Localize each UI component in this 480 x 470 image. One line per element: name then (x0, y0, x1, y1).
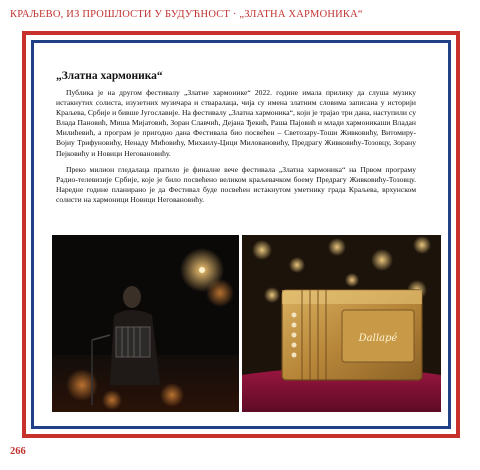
photo-golden-accordion (242, 235, 441, 412)
stage-photo-illustration (52, 235, 239, 412)
article-title: „Златна хармоника“ (56, 70, 163, 82)
article-paragraph-1: Публика је на другом фестивалу „Златне хармонике“ 2022. године имала прилику да слуша музику истакнутих солиста, изузетних музичара и стваралаца, чија су имена златним словима записана у историји Краљева, Србије и бивше Југославије. На фестивалу „Златна хармоника“, који је трајао три дана, наступили су Влада Пановић, Миша Мијатовић, Зоран Славчић, Дејана Ђекић, Раша Пајовић и млади хармоникаши Владан Милићевић, а програм је пригодно дана Фестивала био посвећен – Светозару-Тоши Живковићу, Витомиру-Војиу Трифуновићу, Ненаду Мићовићу, Михаилу-Цици Миловановићу, Предрагу Живковићу-Тозовцу, Зорану Пејковићу и Новици Неговановићу. (56, 88, 416, 158)
golden-accordion-illustration (242, 235, 441, 412)
article-paragraph-2: Преко милион гледалаца пратило је финалне вече фестивала „Златна хармоника“ на Првом програму Радио-телевизије Србије, које је било посвећено великом краљевачком боему Предрагу Живковићу-Тозовцу. Наредне године планирано је да Фестивал буде посвећен истакнутом уметнику града Краљева, врхунском солисти на хармоници Новици Неговановићу. (56, 164, 416, 204)
accordion-brand-logo: Dallapé (358, 333, 398, 344)
page-number: 266 (10, 446, 26, 457)
article (56, 70, 416, 211)
running-header: КРАЉЕВО, ИЗ ПРОШЛОСТИ У БУДУЋНОСТ · „ЗЛАТНА ХАРМОНИКА“ (10, 9, 363, 20)
photo-accordion-player (52, 235, 239, 412)
